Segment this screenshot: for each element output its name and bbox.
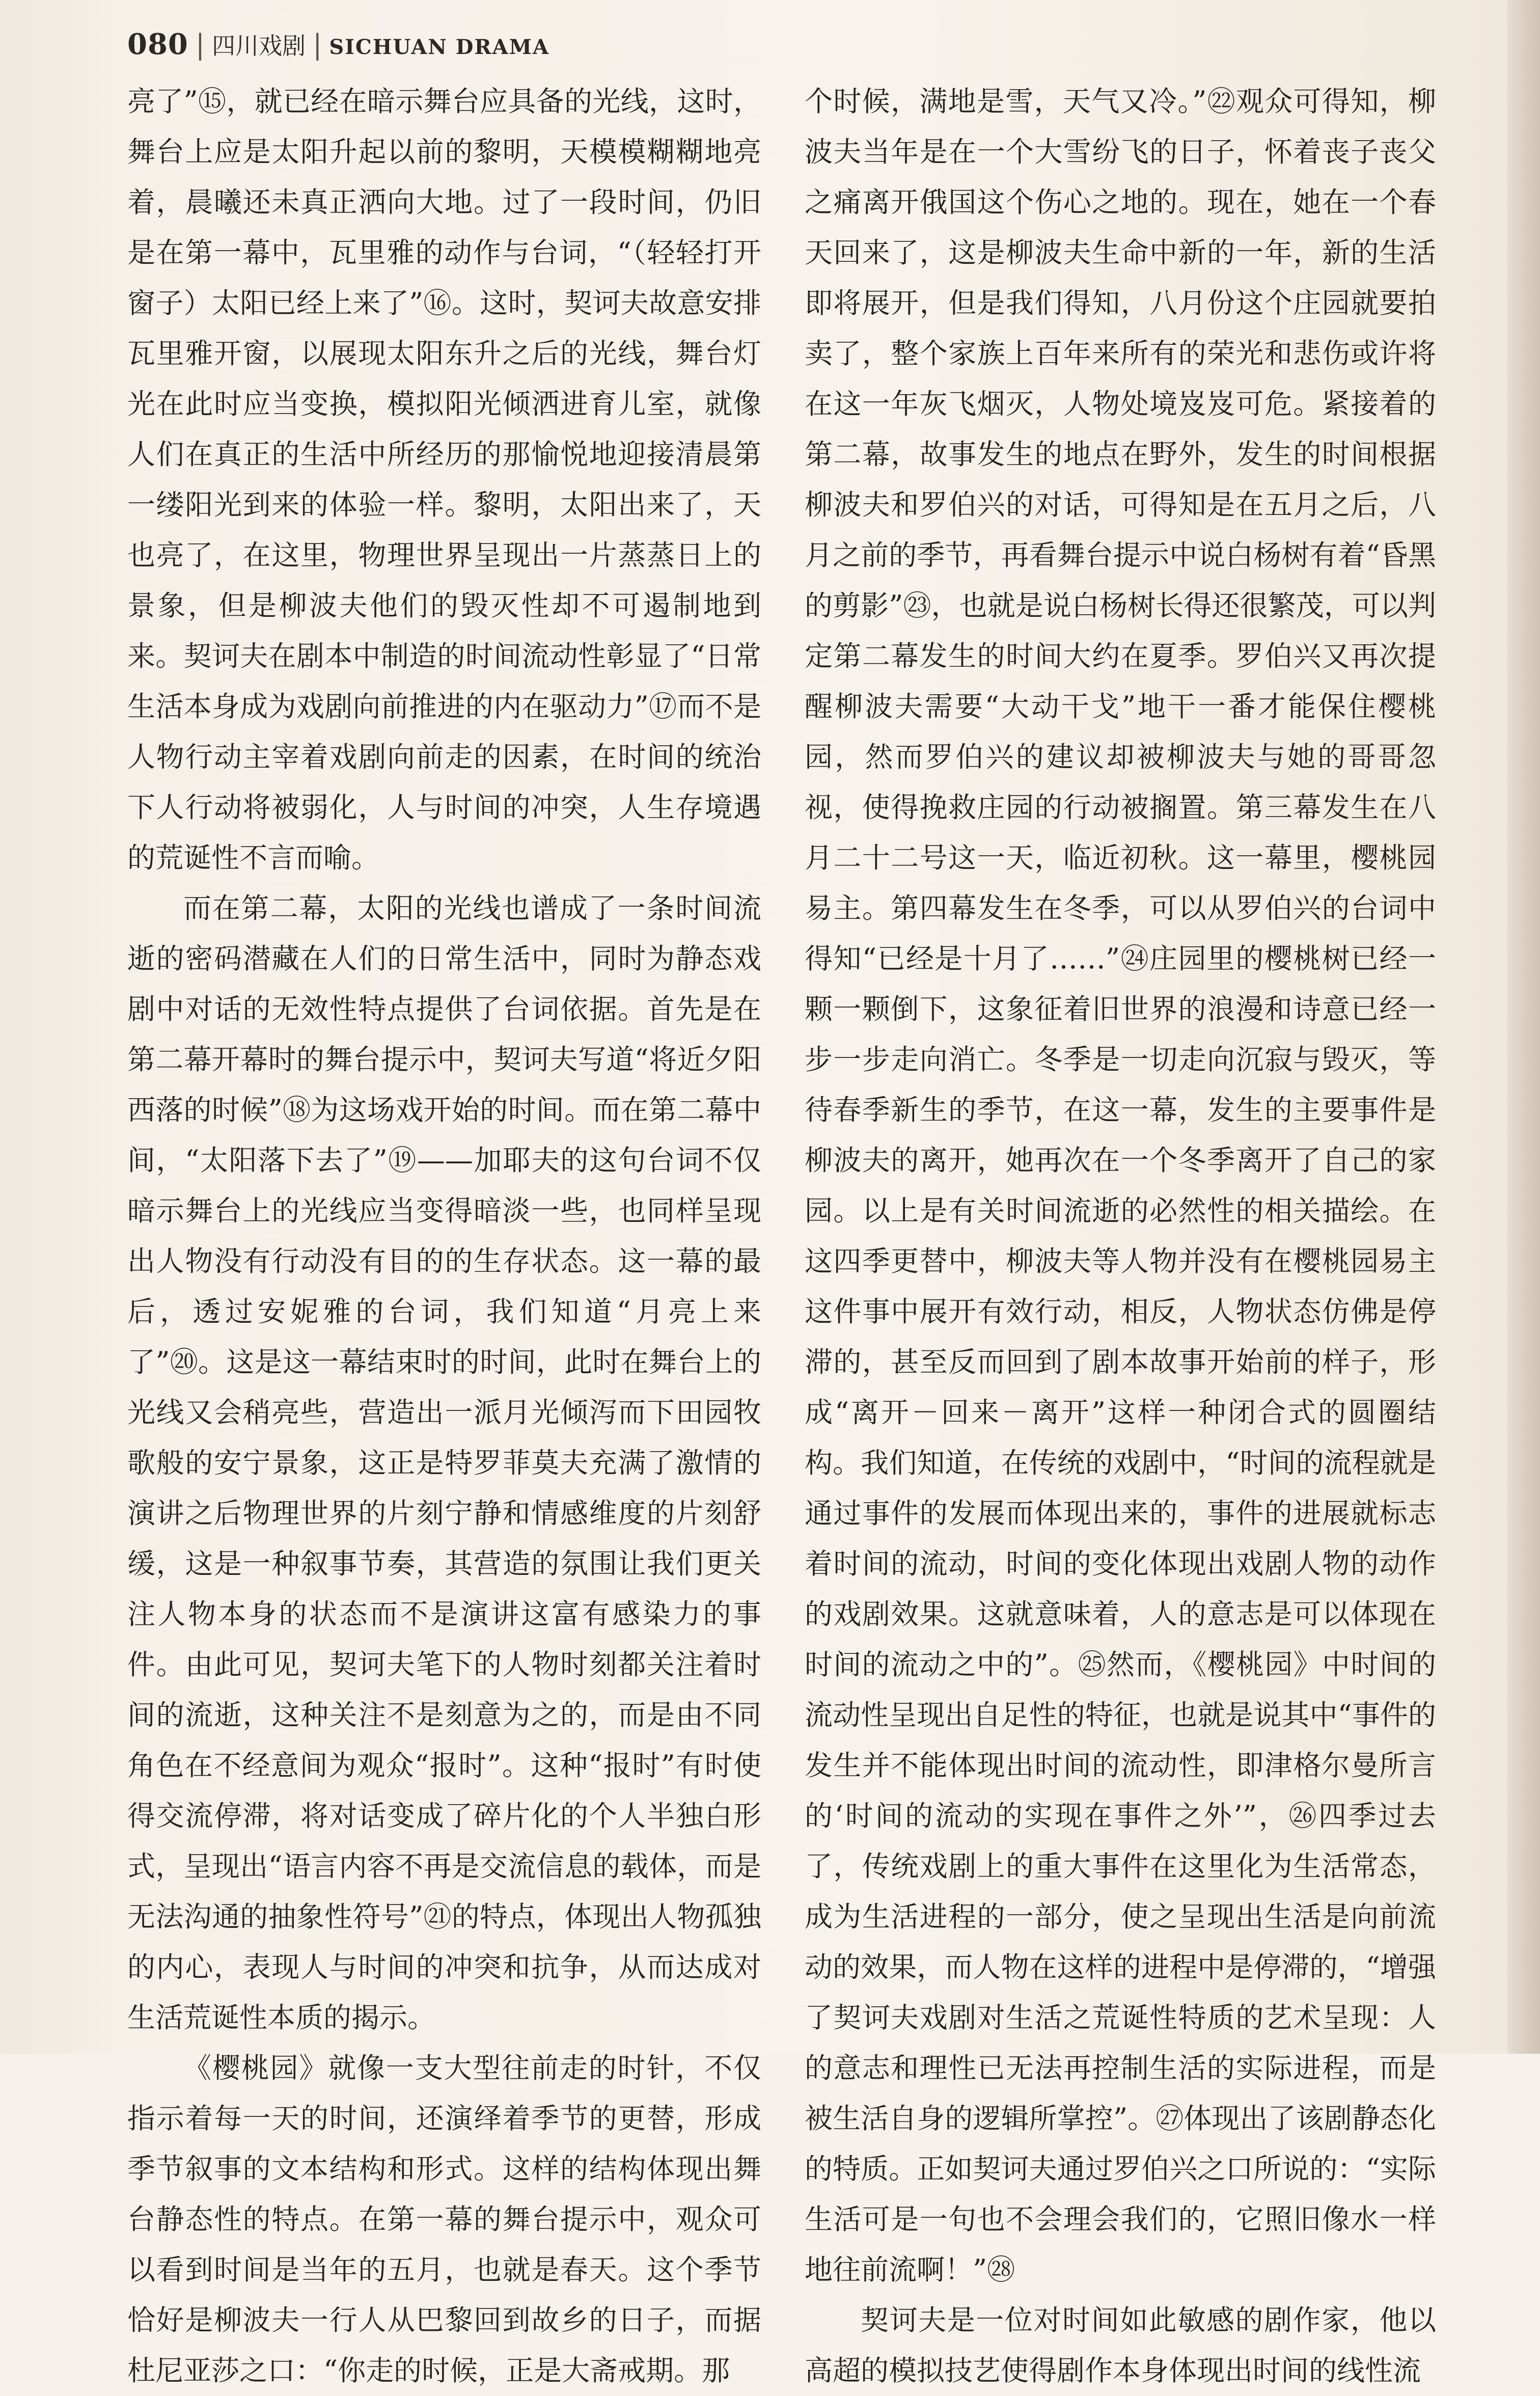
- book-gutter-edge: [1507, 0, 1540, 2054]
- paragraph: 《樱桃园》就像一支大型往前走的时针，不仅指示着每一天的时间，还演绎着季节的更替，形成季节叙事的文本结构和形式。这样的结构体现出舞台静态性的特点。在第一幕的舞台提示中，观众可以看到时间是当年的五月，也就是春天。这个季节恰好是柳波夫一行人从巴黎回到故乡的日子，而据杜尼亚莎之口：“你走的时候，正是大斋戒期。那: [127, 2052, 761, 2387]
- running-header: [127, 28, 549, 73]
- paragraph: 契诃夫是一位对时间如此敏感的剧作家，他以高超的模拟技艺使得剧作本身体现出时间的线性流: [805, 2304, 1436, 2387]
- left-text-column: [127, 76, 761, 2387]
- journal-title-en: SICHUAN DRAMA: [329, 35, 549, 59]
- header-separator: |: [313, 29, 322, 61]
- page-number: 080: [127, 28, 188, 61]
- journal-title-cn: 四川戏剧: [212, 32, 306, 60]
- header-separator: |: [195, 29, 205, 61]
- paragraph: 而在第二幕，太阳的光线也谱成了一条时间流逝的密码潜藏在人们的日常生活中，同时为静态戏剧中对话的无效性特点提供了台词依据。首先是在第二幕开幕时的舞台提示中，契诃夫写道“将近夕阳西落的时候”⑱为这场戏开始的时间。而在第二幕中间，“太阳落下去了”⑲——加耶夫的这句台词不仅暗示舞台上的光线应当变得暗淡一些，也同样呈现出人物没有行动没有目的的生存状态。这一幕的最后，透过安妮雅的台词，我们知道“月亮上来了”⑳。这是这一幕结束时的时间，此时在舞台上的光线又会稍亮些，营造出一派月光倾泻而下田园牧歌般的安宁景象，这正是特罗菲莫夫充满了激情的演讲之后物理世界的片刻宁静和情感维度的片刻舒缓，这是一种叙事节奏，其营造的氛围让我们更关注人物本身的状态而不是演讲这富有感染力的事件。由此可见，契诃夫笔下的人物时刻都关注着时间的流逝，这种关注不是刻意为之的，而是由不同角色在不经意间为观众“报时”。这种“报时”有时使得交流停滞，将对话变成了碎片化的个人半独白形式，呈现出“语言内容不再是交流信息的载体，而是无法沟通的抽象性符号”㉑的特点，体现出人物孤独的内心，表现人与时间的冲突和抗争，从而达成对生活荒诞性本质的揭示。: [127, 892, 761, 2034]
- right-text-column: [805, 76, 1436, 2387]
- paragraph: 个时候，满地是雪，天气又冷。”㉒观众可得知，柳波夫当年是在一个大雪纷飞的日子，怀着丧子丧父之痛离开俄国这个伤心之地的。现在，她在一个春天回来了，这是柳波夫生命中新的一年，新的生活即将展开，但是我们得知，八月份这个庄园就要拍卖了，整个家族上百年来所有的荣光和悲伤或许将在这一年灰飞烟灭，人物处境岌岌可危。紧接着的第二幕，故事发生的地点在野外，发生的时间根据柳波夫和罗伯兴的对话，可得知是在五月之后，八月之前的季节，再看舞台提示中说白杨树有着“昏黑的剪影”㉓，也就是说白杨树长得还很繁茂，可以判定第二幕发生的时间大约在夏季。罗伯兴又再次提醒柳波夫需要“大动干戈”地干一番才能保住樱桃园，然而罗伯兴的建议却被柳波夫与她的哥哥忽视，使得挽救庄园的行动被搁置。第三幕发生在八月二十二号这一天，临近初秋。这一幕里，樱桃园易主。第四幕发生在冬季，可以从罗伯兴的台词中得知“已经是十月了……”㉔庄园里的樱桃树已经一颗一颗倒下，这象征着旧世界的浪漫和诗意已经一步一步走向消亡。冬季是一切走向沉寂与毁灭，等待春季新生的季节，在这一幕，发生的主要事件是柳波夫的离开，她再次在一个冬季离开了自己的家园。以上是有关时间流逝的必然性的相关描绘。在这四季更替中，柳波夫等人物并没有在樱桃园易主这件事中展开有效行动，相反，人物状态仿佛是停滞的，甚至反而回到了剧本故事开始前的样子，形成“离开－回来－离开”这样一种闭合式的圆圈结构。我们知道，在传统的戏剧中，“时间的流程就是通过事件的发展而体现出来的，事件的进展就标志着时间的流动，时间的变化体现出戏剧人物的动作的戏剧效果。这就意味着，人的意志是可以体现在时间的流动之中的”。㉕然而，《樱桃园》中时间的流动性呈现出自足性的特征，也就是说其中“事件的发生并不能体现出时间的流动性，即津格尔曼所言的‘时间的流动的实现在事件之外’”，㉖四季过去了，传统戏剧上的重大事件在这里化为生活常态，成为生活进程的一部分，使之呈现出生活是向前流动的效果，而人物在这样的进程中是停滞的，“增强了契诃夫戏剧对生活之荒诞性特质的艺术呈现：人的意志和理性已无法再控制生活的实际进程，而是被生活自身的逻辑所掌控”。㉗体现出了该剧静态化的特质。正如契诃夫通过罗伯兴之口所说的：“实际生活可是一句也不会理会我们的，它照旧像水一样地往前流啊！”㉘: [805, 85, 1436, 2286]
- paragraph: 亮了”⑮，就已经在暗示舞台应具备的光线，这时，舞台上应是太阳升起以前的黎明，天模模糊糊地亮着，晨曦还未真正洒向大地。过了一段时间，仍旧是在第一幕中，瓦里雅的动作与台词，“（轻轻打开窗子）太阳已经上来了”⑯。这时，契诃夫故意安排瓦里雅开窗，以展现太阳东升之后的光线，舞台灯光在此时应当变换，模拟阳光倾洒进育儿室，就像人们在真正的生活中所经历的那愉悦地迎接清晨第一缕阳光到来的体验一样。黎明，太阳出来了，天也亮了，在这里，物理世界呈现出一片蒸蒸日上的景象，但是柳波夫他们的毁灭性却不可遏制地到来。契诃夫在剧本中制造的时间流动性彰显了“日常生活本身成为戏剧向前推进的内在驱动力”⑰而不是人物行动主宰着戏剧向前走的因素，在时间的统治下人行动将被弱化，人与时间的冲突，人生存境遇的荒诞性不言而喻。: [127, 85, 761, 874]
